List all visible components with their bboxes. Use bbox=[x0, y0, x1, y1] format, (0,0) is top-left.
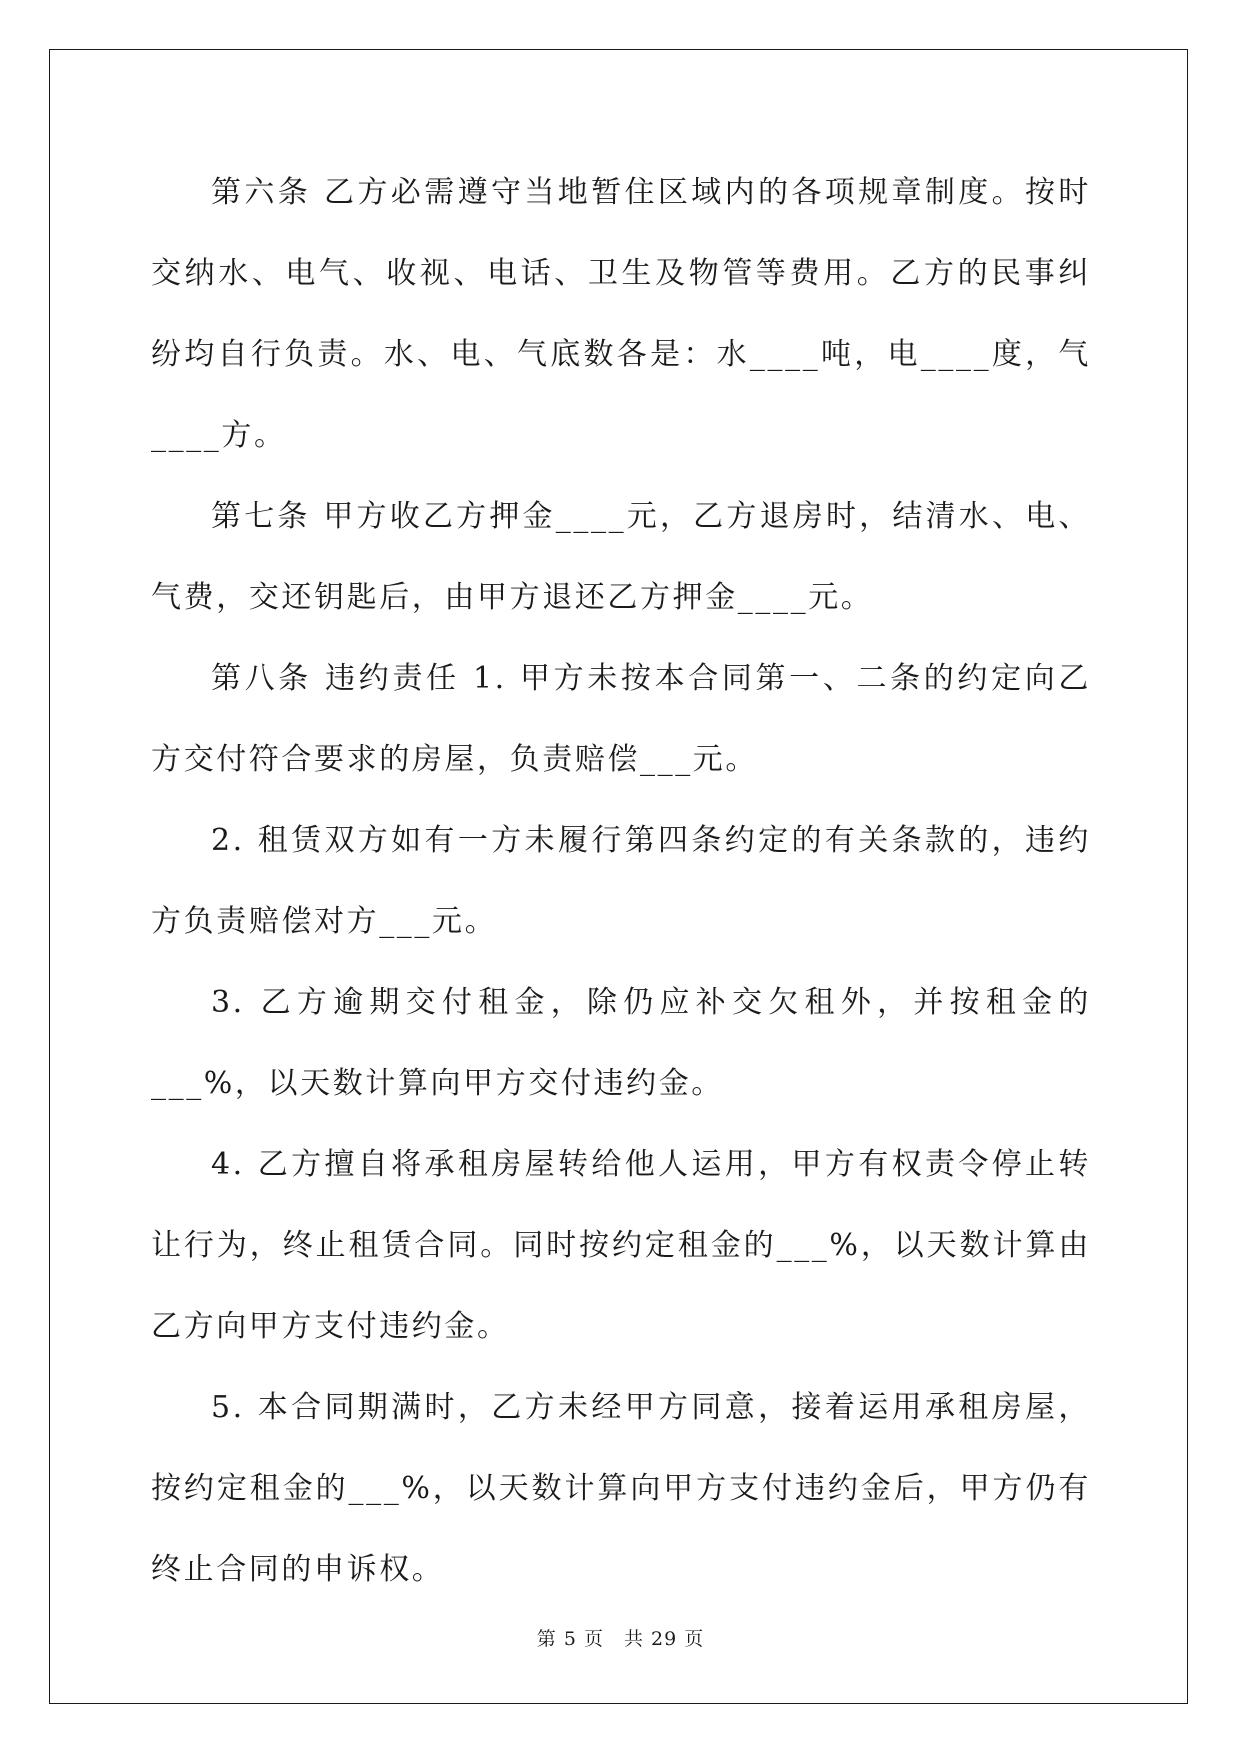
paragraph-clause-3: 3. 乙方逾期交付租金，除仍应补交欠租外，并按租金的___%，以天数计算向甲方交付违约金。 bbox=[151, 985, 1091, 1101]
paragraph-clause-2: 2. 租赁双方如有一方未履行第四条约定的有关条款的，违约方负责赔偿对方___元。 bbox=[151, 823, 1091, 939]
paragraph-article-6: 第六条 乙方必需遵守当地暂住区域内的各项规章制度。按时交纳水、电气、收视、电话、卫生及物管等费用。乙方的民事纠纷均自行负责。水、电、气底数各是：水____吨，电____度，气____方。 bbox=[151, 175, 1091, 453]
page-number-footer: 第 5 页 共 29 页 bbox=[536, 1628, 705, 1650]
paragraph-clause-4: 4. 乙方擅自将承租房屋转给他人运用，甲方有权责令停止转让行为，终止租赁合同。同时按约定租金的___%，以天数计算由乙方向甲方支付违约金。 bbox=[151, 1147, 1091, 1344]
document-body bbox=[151, 152, 1091, 1610]
paragraph-article-8: 第八条 违约责任 1. 甲方未按本合同第一、二条的约定向乙方交付符合要求的房屋，负责赔偿___元。 bbox=[151, 661, 1091, 777]
paragraph-clause-5: 5. 本合同期满时，乙方未经甲方同意，接着运用承租房屋，按约定租金的___%，以天数计算向甲方支付违约金后，甲方仍有终止合同的申诉权。 bbox=[151, 1390, 1091, 1587]
paragraph-article-7: 第七条 甲方收乙方押金____元，乙方退房时，结清水、电、气费，交还钥匙后，由甲方退还乙方押金____元。 bbox=[151, 499, 1091, 615]
